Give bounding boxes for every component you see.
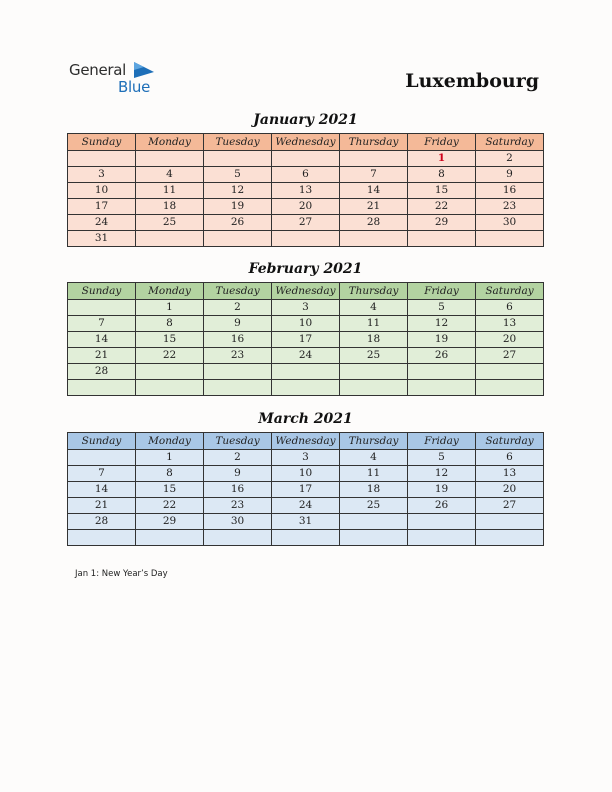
day-cell [272,380,340,396]
calendar-body [68,450,544,546]
day-cell: 6 [476,300,544,316]
day-cell: 1 [136,300,204,316]
day-cell: 24 [68,215,136,231]
weekday-header: Monday [136,283,204,300]
day-cell: 8 [136,316,204,332]
day-cell: 27 [476,348,544,364]
day-cell [204,231,272,247]
day-cell: 13 [272,183,340,199]
calendar-body [68,151,544,247]
day-cell [136,380,204,396]
day-cell: 6 [272,167,340,183]
day-cell: 27 [476,498,544,514]
day-cell: 19 [408,332,476,348]
week-row [68,183,544,199]
weekday-header: Saturday [476,433,544,450]
day-cell: 20 [476,332,544,348]
day-cell: 29 [136,514,204,530]
day-cell: 9 [204,466,272,482]
day-cell: 12 [204,183,272,199]
day-cell [272,530,340,546]
day-cell: 8 [136,466,204,482]
week-row [68,215,544,231]
weekday-header: Wednesday [272,433,340,450]
weekday-header: Friday [408,283,476,300]
weekday-header: Tuesday [204,433,272,450]
day-cell: 16 [204,482,272,498]
weekday-header: Wednesday [272,283,340,300]
day-cell: 18 [136,199,204,215]
day-cell [136,364,204,380]
day-cell: 11 [136,183,204,199]
day-cell [408,380,476,396]
day-cell: 26 [408,348,476,364]
day-cell [340,231,408,247]
day-cell: 3 [272,450,340,466]
week-row [68,482,544,498]
day-cell: 2 [476,151,544,167]
weekday-header: Sunday [68,433,136,450]
day-cell: 23 [204,498,272,514]
weekday-header: Friday [408,134,476,151]
logo-flag-icon [134,62,154,78]
week-row [68,380,544,396]
day-cell: 21 [340,199,408,215]
day-cell: 10 [272,466,340,482]
day-cell: 28 [68,364,136,380]
day-cell: 8 [408,167,476,183]
day-cell: 7 [68,316,136,332]
day-cell [476,231,544,247]
day-cell: 21 [68,348,136,364]
day-cell: 26 [204,215,272,231]
day-cell: 23 [476,199,544,215]
weekday-header: Thursday [340,134,408,151]
calendar-february [67,282,544,396]
week-row [68,466,544,482]
day-cell [476,514,544,530]
day-cell [476,530,544,546]
day-cell: 29 [408,215,476,231]
logo-word-blue: Blue [118,78,150,96]
day-cell: 20 [476,482,544,498]
day-cell: 25 [340,498,408,514]
calendar-march [67,432,544,546]
week-row [68,167,544,183]
day-cell [408,364,476,380]
weekday-header-row [68,433,544,450]
day-cell [136,151,204,167]
week-row [68,348,544,364]
day-cell [136,530,204,546]
day-cell [68,450,136,466]
day-cell: 17 [272,332,340,348]
calendar-body [68,300,544,396]
weekday-header: Monday [136,134,204,151]
day-cell: 19 [408,482,476,498]
day-cell [204,380,272,396]
day-cell: 15 [136,482,204,498]
day-cell: 9 [476,167,544,183]
day-cell: 10 [272,316,340,332]
day-cell [136,231,204,247]
week-row [68,151,544,167]
day-cell [408,514,476,530]
day-cell: 3 [68,167,136,183]
day-cell: 17 [68,199,136,215]
day-cell [68,151,136,167]
day-cell: 25 [340,348,408,364]
day-cell: 4 [340,450,408,466]
day-cell: 10 [68,183,136,199]
calendar-january [67,133,544,247]
day-cell: 15 [408,183,476,199]
week-row [68,364,544,380]
day-cell [204,530,272,546]
month-title-january: January 2021 [253,112,358,128]
weekday-header-row [68,134,544,151]
weekday-header: Thursday [340,283,408,300]
day-cell: 22 [136,498,204,514]
day-cell: 15 [136,332,204,348]
day-cell: 12 [408,316,476,332]
day-cell: 16 [476,183,544,199]
day-cell: 13 [476,316,544,332]
day-cell: 2 [204,450,272,466]
day-cell: 5 [408,300,476,316]
day-cell: 4 [340,300,408,316]
day-cell: 18 [340,332,408,348]
day-cell [68,300,136,316]
day-cell: 31 [272,514,340,530]
week-row [68,300,544,316]
day-cell: 3 [272,300,340,316]
day-cell: 26 [408,498,476,514]
country-title: Luxembourg [405,70,539,92]
day-cell: 28 [68,514,136,530]
day-cell: 4 [136,167,204,183]
day-cell: 18 [340,482,408,498]
weekday-header: Sunday [68,134,136,151]
day-cell: 24 [272,348,340,364]
day-cell: 14 [340,183,408,199]
day-cell: 9 [204,316,272,332]
day-cell [408,530,476,546]
day-cell [340,514,408,530]
day-cell: 24 [272,498,340,514]
weekday-header: Saturday [476,134,544,151]
day-cell [68,380,136,396]
week-row [68,498,544,514]
day-cell [272,231,340,247]
day-cell: 14 [68,482,136,498]
holiday-note: Jan 1: New Year’s Day [75,569,168,579]
day-cell [340,151,408,167]
day-cell [272,151,340,167]
week-row [68,231,544,247]
week-row [68,530,544,546]
day-cell [204,151,272,167]
day-cell [340,380,408,396]
day-cell: 21 [68,498,136,514]
weekday-header: Monday [136,433,204,450]
day-cell: 6 [476,450,544,466]
day-cell: 14 [68,332,136,348]
day-cell [340,530,408,546]
day-cell [408,231,476,247]
day-cell: 7 [68,466,136,482]
day-cell: 23 [204,348,272,364]
week-row [68,316,544,332]
weekday-header: Sunday [68,283,136,300]
day-cell [476,380,544,396]
week-row [68,514,544,530]
week-row [68,199,544,215]
day-cell: 7 [340,167,408,183]
day-cell: 5 [204,167,272,183]
day-cell: 19 [204,199,272,215]
day-cell: 11 [340,466,408,482]
day-cell: 25 [136,215,204,231]
week-row [68,332,544,348]
day-cell: 22 [408,199,476,215]
week-row [68,450,544,466]
weekday-header: Tuesday [204,134,272,151]
general-blue-logo [69,61,169,97]
weekday-header: Friday [408,433,476,450]
day-cell: 16 [204,332,272,348]
month-title-march: March 2021 [258,411,353,427]
day-cell: 12 [408,466,476,482]
day-cell: 28 [340,215,408,231]
day-cell: 11 [340,316,408,332]
day-cell: 30 [476,215,544,231]
weekday-header: Wednesday [272,134,340,151]
day-cell: 22 [136,348,204,364]
weekday-header: Saturday [476,283,544,300]
day-cell: 2 [204,300,272,316]
weekday-header: Thursday [340,433,408,450]
day-cell: 31 [68,231,136,247]
day-cell: 27 [272,215,340,231]
day-cell: 17 [272,482,340,498]
month-title-february: February 2021 [248,261,363,277]
day-cell [476,364,544,380]
day-cell [204,364,272,380]
day-cell: 13 [476,466,544,482]
day-cell [340,364,408,380]
day-cell [272,364,340,380]
weekday-header-row [68,283,544,300]
day-cell: 30 [204,514,272,530]
day-cell: 1 [136,450,204,466]
weekday-header: Tuesday [204,283,272,300]
logo-word-general: General [69,61,127,79]
holiday-day-cell: 1 [408,151,476,167]
day-cell: 20 [272,199,340,215]
day-cell [68,530,136,546]
day-cell: 5 [408,450,476,466]
